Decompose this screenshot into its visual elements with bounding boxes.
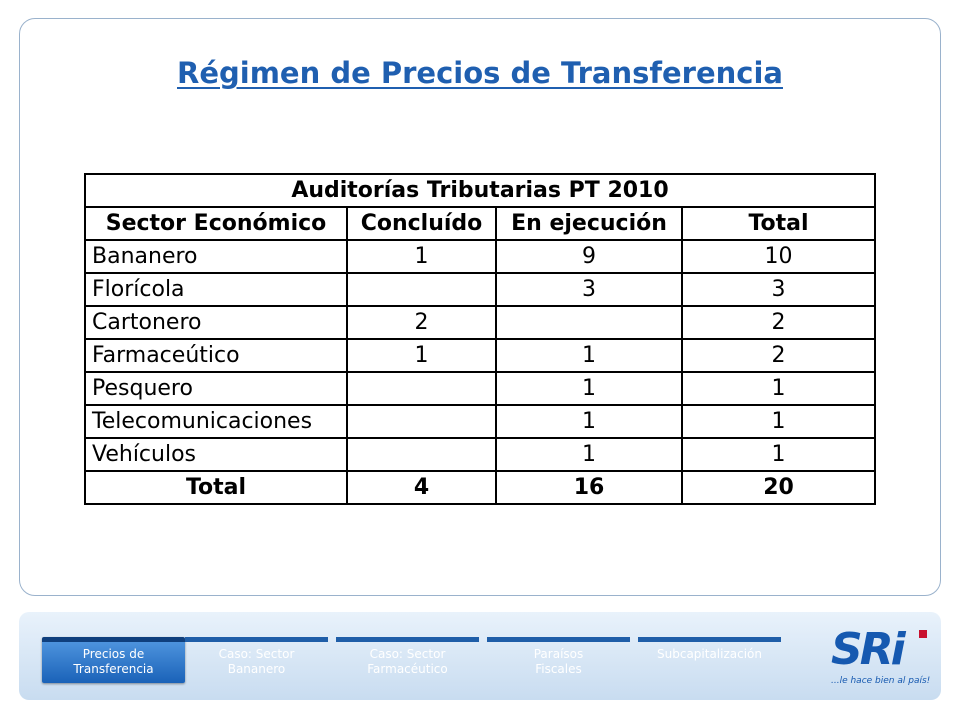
header-concluido: Concluído bbox=[347, 207, 496, 240]
footer-nav-bar bbox=[19, 612, 941, 700]
nav-tab-label-line2: Subcapitalización bbox=[657, 647, 762, 661]
cell-en-ejecucion: 1 bbox=[496, 372, 682, 405]
cell-total: 1 bbox=[682, 372, 875, 405]
nav-tab-label-line2: Farmacéutico bbox=[367, 662, 448, 676]
total-en-ejecucion: 16 bbox=[496, 471, 682, 504]
cell-en-ejecucion: 1 bbox=[496, 339, 682, 372]
cell-sector: Pesquero bbox=[85, 372, 347, 405]
slide-title bbox=[0, 56, 960, 90]
nav-tab-label-line1: Paraísos bbox=[533, 647, 584, 661]
header-sector: Sector Económico bbox=[85, 207, 347, 240]
nav-tab-label-line2: Fiscales bbox=[535, 662, 582, 676]
cell-en-ejecucion: 1 bbox=[496, 438, 682, 471]
table-row bbox=[85, 273, 875, 306]
cell-concluido: 1 bbox=[347, 240, 496, 273]
total-label: Total bbox=[85, 471, 347, 504]
sri-logo-tagline: ...le hace bien al país! bbox=[831, 676, 931, 686]
table-row bbox=[85, 306, 875, 339]
nav-tab-caso-farmaceutico[interactable] bbox=[336, 637, 479, 683]
cell-sector: Vehículos bbox=[85, 438, 347, 471]
cell-concluido: 1 bbox=[347, 339, 496, 372]
table-caption: Auditorías Tributarias PT 2010 bbox=[85, 174, 875, 207]
cell-total: 1 bbox=[682, 438, 875, 471]
nav-tab-label-line1: Precios de bbox=[82, 647, 145, 661]
cell-total: 2 bbox=[682, 306, 875, 339]
cell-sector: Farmaceútico bbox=[85, 339, 347, 372]
nav-tab-label-line2: Transferencia bbox=[73, 662, 154, 676]
cell-concluido bbox=[347, 273, 496, 306]
cell-concluido bbox=[347, 372, 496, 405]
audit-table bbox=[84, 173, 876, 505]
sri-logo bbox=[831, 624, 931, 690]
total-total: 20 bbox=[682, 471, 875, 504]
sri-logo-wordmark: SRi bbox=[831, 624, 903, 675]
cell-sector: Bananero bbox=[85, 240, 347, 273]
nav-tab-paraisos-fiscales[interactable] bbox=[487, 637, 630, 683]
table-total-row bbox=[85, 471, 875, 504]
cell-en-ejecucion: 9 bbox=[496, 240, 682, 273]
nav-tab-caso-bananero[interactable] bbox=[185, 637, 328, 683]
nav-tab-label-line1: Caso: Sector bbox=[369, 647, 446, 661]
nav-tab-precios-transferencia[interactable] bbox=[42, 637, 185, 683]
cell-total: 3 bbox=[682, 273, 875, 306]
table-header-row bbox=[85, 207, 875, 240]
cell-concluido bbox=[347, 405, 496, 438]
table-row bbox=[85, 372, 875, 405]
table-row bbox=[85, 405, 875, 438]
sri-logo-dot-icon bbox=[919, 630, 927, 638]
cell-total: 1 bbox=[682, 405, 875, 438]
nav-tab-subcapitalizacion[interactable] bbox=[638, 637, 781, 683]
table-row bbox=[85, 240, 875, 273]
header-total: Total bbox=[682, 207, 875, 240]
nav-tab-label-line1: Caso: Sector bbox=[218, 647, 295, 661]
cell-sector: Florícola bbox=[85, 273, 347, 306]
cell-en-ejecucion: 3 bbox=[496, 273, 682, 306]
nav-tab-label-line2: Bananero bbox=[227, 662, 286, 676]
cell-sector: Telecomunicaciones bbox=[85, 405, 347, 438]
cell-total: 2 bbox=[682, 339, 875, 372]
table-row bbox=[85, 438, 875, 471]
cell-en-ejecucion bbox=[496, 306, 682, 339]
cell-en-ejecucion: 1 bbox=[496, 405, 682, 438]
cell-sector: Cartonero bbox=[85, 306, 347, 339]
slide-title-text: Régimen de Precios de Transferencia bbox=[177, 56, 783, 90]
cell-concluido: 2 bbox=[347, 306, 496, 339]
header-en-ejecucion: En ejecución bbox=[496, 207, 682, 240]
total-concluido: 4 bbox=[347, 471, 496, 504]
table-caption-row bbox=[85, 174, 875, 207]
cell-concluido bbox=[347, 438, 496, 471]
cell-total: 10 bbox=[682, 240, 875, 273]
table-row bbox=[85, 339, 875, 372]
